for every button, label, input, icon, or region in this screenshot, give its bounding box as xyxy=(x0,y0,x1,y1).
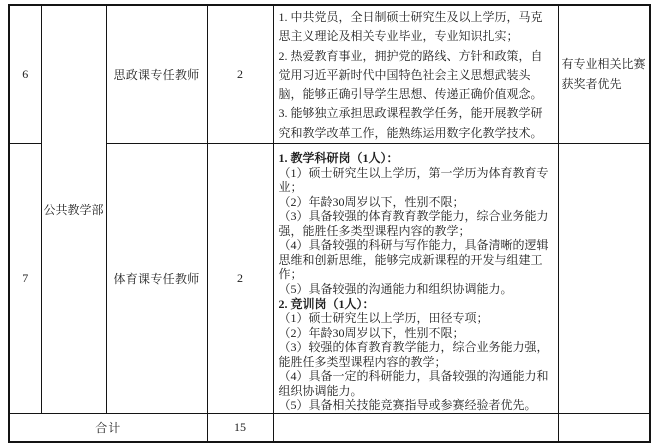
requirement-item: （3）较强的体育教育教学能力，综合业务能力强，能胜任多类型课程内容的教学； xyxy=(278,340,549,369)
requirement-heading: 2. 竞训岗（1人）： xyxy=(278,296,375,311)
position-cell: 思政课专任教师 xyxy=(106,5,207,144)
department-cell: 公共教学部 xyxy=(41,5,106,413)
requirement-item: （3）具备较强的体育教育教学能力，综合业务能力强，能胜任多类型课程内容的教学； xyxy=(278,209,549,238)
table-row-6 xyxy=(9,5,650,144)
requirement-heading: 1. 教学科研岗（1人）： xyxy=(278,151,399,166)
requirement-item: 2. 热爱教育事业，拥护党的路线、方针和政策，自觉用习近平新时代中国特色社会主义思想武装头脑，能够正确引导学生思想、传递正确价值观念。 xyxy=(278,48,543,102)
table-row-7 xyxy=(9,144,650,414)
count-cell: 2 xyxy=(207,144,273,414)
requirements-cell xyxy=(273,5,558,144)
requirement-item: （5）具备相关技能竞赛指导或参赛经验者优先。 xyxy=(278,398,537,413)
requirement-item: （2）年龄30周岁以下，性别不限； xyxy=(278,325,465,340)
requirement-item: （4）具备一定的科研能力，具备较强的沟通能力和组织协调能力。 xyxy=(278,369,549,398)
total-count-cell: 15 xyxy=(207,413,273,442)
recruitment-table xyxy=(8,4,651,443)
requirement-item: （1）硕士研究生以上学历，第一学历为体育教育专业； xyxy=(278,165,549,195)
requirements-cell xyxy=(273,144,558,414)
note-cell xyxy=(558,144,650,414)
requirement-item: 3. 能够独立承担思政课程教学任务，能开展教学研究和教学改革工作，能熟练运用数字化教学技术。 xyxy=(278,106,543,140)
count-cell: 2 xyxy=(207,5,273,144)
requirement-item: 1. 中共党员，全日制硕士研究生及以上学历，马克思主义理论及相关专业毕业，专业知识扎实； xyxy=(278,10,543,44)
note-cell: 有专业相关比赛获奖者优先 xyxy=(558,5,650,144)
requirement-item: （2）年龄30周岁以下，性别不限； xyxy=(278,194,465,209)
row-number-cell: 6 xyxy=(9,5,41,144)
total-requirements-empty-cell xyxy=(273,413,558,442)
total-label-cell: 合计 xyxy=(9,413,207,442)
requirement-item: （5）具备较强的沟通能力和组织协调能力。 xyxy=(278,282,513,296)
position-cell: 体育课专任教师 xyxy=(106,144,207,414)
row-number-cell: 7 xyxy=(9,144,41,414)
total-row xyxy=(9,413,650,442)
requirement-item: （1）硕士研究生以上学历，田径专项； xyxy=(278,311,489,326)
total-note-empty-cell xyxy=(558,413,650,442)
requirement-item: （4）具备较强的科研与写作能力，具备清晰的逻辑思维和创新思维，能够完成新课程的开发与组建工作； xyxy=(278,238,549,282)
